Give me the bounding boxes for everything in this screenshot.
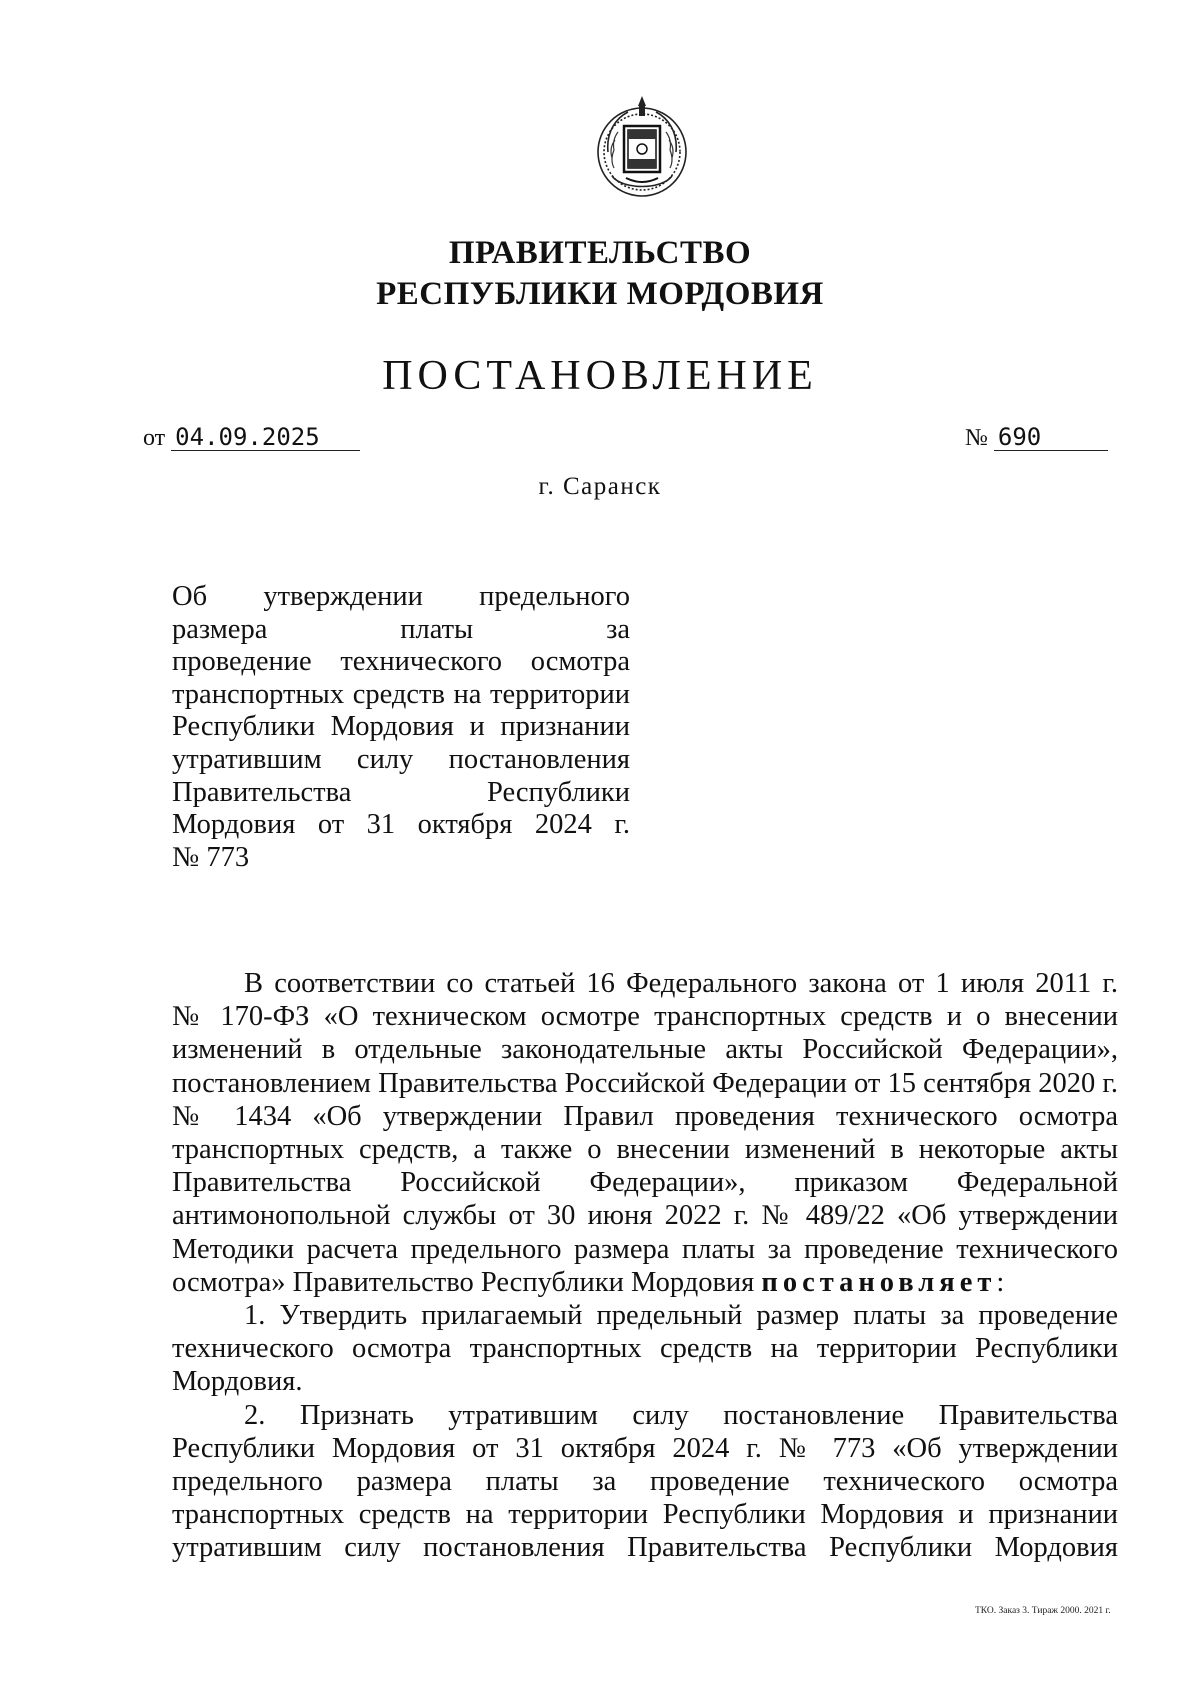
body-line: транспортных средств, а также о внесении изменений в некоторые акты bbox=[172, 1134, 1118, 1166]
document-body bbox=[172, 967, 1118, 1565]
document-date: 04.09.2025 bbox=[171, 425, 360, 451]
subject-line: проведение технического осмотра bbox=[172, 646, 630, 678]
body-line: утратившим силу постановления Правительства Республики Мордовия bbox=[172, 1532, 1118, 1564]
body-line: предельного размера платы за проведение технического осмотра bbox=[172, 1466, 1118, 1498]
print-info-footer: ТКО. Заказ 3. Тираж 2000. 2021 г. bbox=[975, 1606, 1111, 1616]
body-line: технического осмотра транспортных средств на территории Республики bbox=[172, 1333, 1118, 1365]
number-prefix: № bbox=[965, 425, 988, 451]
colon: : bbox=[996, 1266, 1005, 1298]
body-line: изменений в отдельные законодательные акты Российской Федерации», bbox=[172, 1034, 1118, 1066]
body-line: 2. Признать утратившим силу постановление Правительства bbox=[244, 1399, 1118, 1431]
subject-line: Об утверждении предельного bbox=[172, 581, 630, 612]
date-row bbox=[143, 425, 360, 451]
preamble-closing-text: осмотра» Правительство Республики Мордовия bbox=[172, 1266, 755, 1298]
document-number: 690 bbox=[994, 425, 1108, 451]
city-name: г. Саранск bbox=[538, 473, 662, 500]
organization-name-line2: РЕСПУБЛИКИ МОРДОВИЯ bbox=[376, 276, 824, 312]
subject-line: Мордовия от 31 октября 2024 г. bbox=[172, 809, 630, 841]
clause-2-paragraph bbox=[172, 1399, 1118, 1565]
body-line bbox=[172, 1266, 1118, 1299]
subject-line: Правительства Республики bbox=[172, 776, 630, 808]
number-row bbox=[965, 425, 1108, 451]
resolution-verb: постановляет bbox=[761, 1266, 997, 1298]
body-line: транспортных средств на территории Республики Мордовия и признании bbox=[172, 1499, 1118, 1531]
body-line: антимонопольной службы от 30 июня 2022 г. № 489/22 «Об утверждении bbox=[172, 1200, 1118, 1232]
subject-line: утратившим силу постановления bbox=[172, 743, 630, 775]
body-line: Правительства Российской Федерации», приказом Федеральной bbox=[172, 1167, 1118, 1199]
body-line: № 170-ФЗ «О техническом осмотре транспортных средств и о внесении bbox=[172, 1001, 1118, 1033]
body-line: Мордовия. bbox=[172, 1366, 303, 1398]
body-line: Республики Мордовия от 31 октября 2024 г. № 773 «Об утверждении bbox=[172, 1432, 1118, 1464]
body-line: № 1434 «Об утверждении Правил проведения технического осмотра bbox=[172, 1100, 1118, 1132]
body-line: Методики расчета предельного размера платы за проведение технического bbox=[172, 1233, 1118, 1265]
document-type-title: ПОСТАНОВЛЕНИЕ bbox=[382, 353, 818, 399]
body-line: постановлением Правительства Российской Федерации от 15 сентября 2020 г. bbox=[172, 1067, 1118, 1099]
coat-of-arms-emblem bbox=[588, 92, 696, 202]
subject-line: размера платы за bbox=[172, 613, 630, 645]
subject-line: транспортных средств на территории bbox=[172, 678, 630, 710]
organization-name-line1: ПРАВИТЕЛЬСТВО bbox=[448, 235, 752, 271]
clause-1-paragraph bbox=[172, 1299, 1118, 1399]
document-subject bbox=[172, 581, 630, 874]
subject-line: № 773 bbox=[172, 841, 250, 873]
body-line: 1. Утвердить прилагаемый предельный размер платы за проведение bbox=[244, 1300, 1118, 1332]
date-prefix: от bbox=[143, 425, 166, 451]
body-line: В соответствии со статьей 16 Федерального закона от 1 июля 2011 г. bbox=[244, 968, 1118, 999]
preamble-paragraph bbox=[172, 967, 1118, 1299]
subject-line: Республики Мордовия и признании bbox=[172, 711, 630, 743]
